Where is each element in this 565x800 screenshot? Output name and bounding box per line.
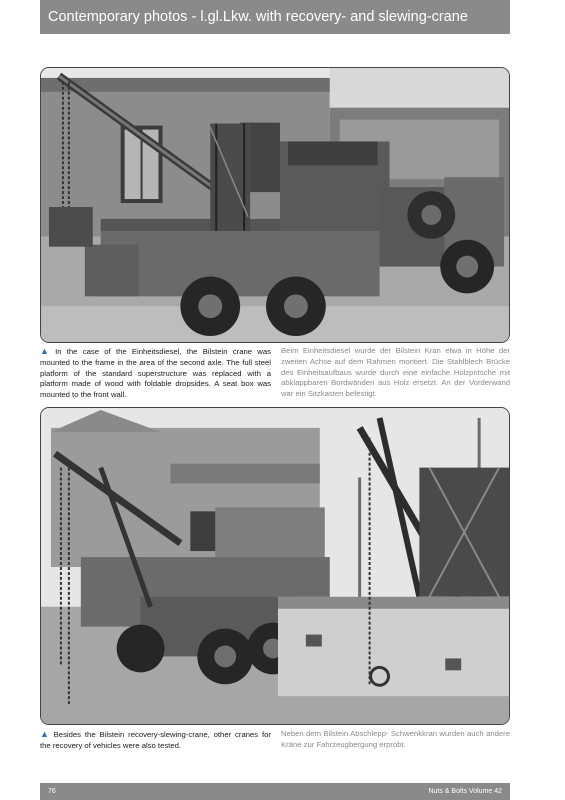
page-header (40, 0, 510, 34)
page-number: 76 (48, 788, 56, 795)
caption-1-german (281, 346, 510, 400)
caption-2-english (40, 729, 271, 752)
caption-marker-icon: ▲ (40, 346, 53, 356)
page-footer (40, 783, 510, 800)
photo-crane-vehicles (40, 407, 510, 725)
caption-1-german-text: Beim Einheitsdiesel wurde der Bilstein Kran etwa in Höhe der zweiten Achse auf dem Rahmen montiert. Die Stahlblech Brücke des Einheitsaufbaus wurde durch eine einfache Holzpritsche mit abklappbaren Bordwänden aus Holz ersetzt. An der Vorderwand war ein Sitzkasten befestigt. (281, 346, 510, 399)
caption-marker-icon: ▲ (40, 729, 51, 739)
caption-2-german-text: Neben dem Bilstein Abschlepp- Schwenkkran wurden auch andere Kräne zur Fahrzeugbergung erprobt. (281, 729, 510, 749)
page-title: Contemporary photos - l.gl.Lkw. with recovery- and slewing-crane (48, 9, 468, 25)
caption-1-english (40, 346, 271, 401)
photo-crane-truck (40, 67, 510, 343)
book-title: Nuts & Bolts Volume 42 (428, 788, 502, 795)
caption-1-english-text: In the case of the Einheitsdiesel, the Bilstein crane was mounted to the frame in the area of the second axle. The full steel platform of the standard superstructure was replaced with a platform made of wood with foldable dropsides. A seat box was mounted to the front wall. (40, 347, 271, 400)
photo-crane-truck-image (41, 68, 509, 342)
photo-crane-vehicles-image (41, 408, 509, 724)
caption-2-german (281, 729, 510, 751)
caption-2-english-text: Besides the Bilstein recovery-slewing-crane, other cranes for the recovery of vehicles were also tested. (40, 730, 271, 750)
